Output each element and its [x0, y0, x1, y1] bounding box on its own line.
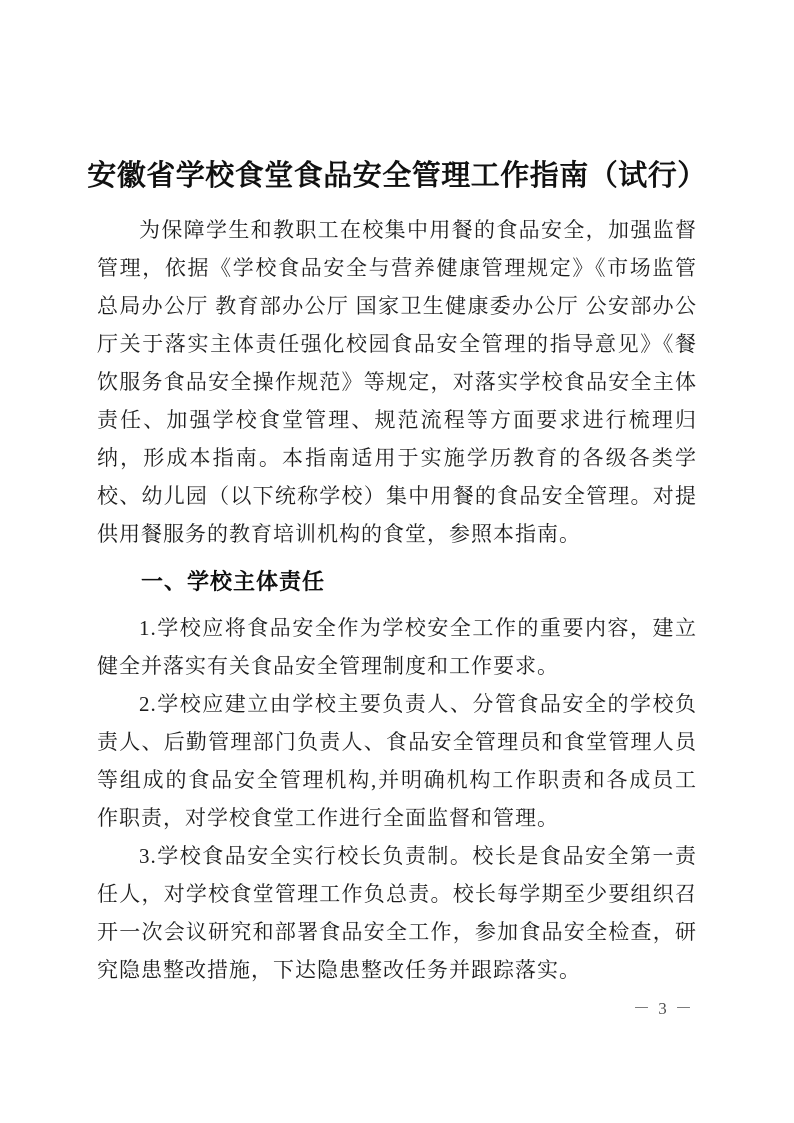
intro-paragraph: 为保障学生和教职工在校集中用餐的食品安全，加强监督管理，依据《学校食品安全与营养健康管理规定》《市场监管总局办公厅 教育部办公厅 国家卫生健康委办公厅 公安部办公厅关于落实主体责任强化校园食品安全管理的指导意见》《餐饮服务食品安全操作规范》等规定，对落实学校食品安全主体责任、加强学校食堂管理、规范流程等方面要求进行梳理归纳，形成本指南。本指南适用于实施学历教育的各级各类学校、幼儿园（以下统称学校）集中用餐的食品安全管理。对提供用餐服务的教育培训机构的食堂，参照本指南。	[97, 218, 697, 546]
document-body	[97, 211, 697, 989]
document-title: 安徽省学校食堂食品安全管理工作指南（试行）	[87, 160, 707, 193]
section-heading: 一、学校主体责任	[141, 569, 326, 594]
numbered-paragraph-2: 2.学校应建立由学校主要负责人、分管食品安全的学校负责人、后勤管理部门负责人、食品安全管理员和食堂管理人员等组成的食品安全管理机构,并明确机构工作职责和各成员工作职责，对学校食堂工作进行全面监督和管理。	[97, 692, 697, 830]
numbered-paragraph-1: 1.学校应将食品安全作为学校安全工作的重要内容，建立健全并落实有关食品安全管理制度和工作要求。	[97, 616, 697, 678]
numbered-paragraph-3: 3.学校食品安全实行校长负责制。校长是食品安全第一责任人，对学校食堂管理工作负总责。校长每学期至少要组织召开一次会议研究和部署食品安全工作，参加食品安全检查，研究隐患整改措施，下达隐患整改任务并跟踪落实。	[97, 844, 697, 982]
page-number: － 3 －	[633, 999, 694, 1018]
